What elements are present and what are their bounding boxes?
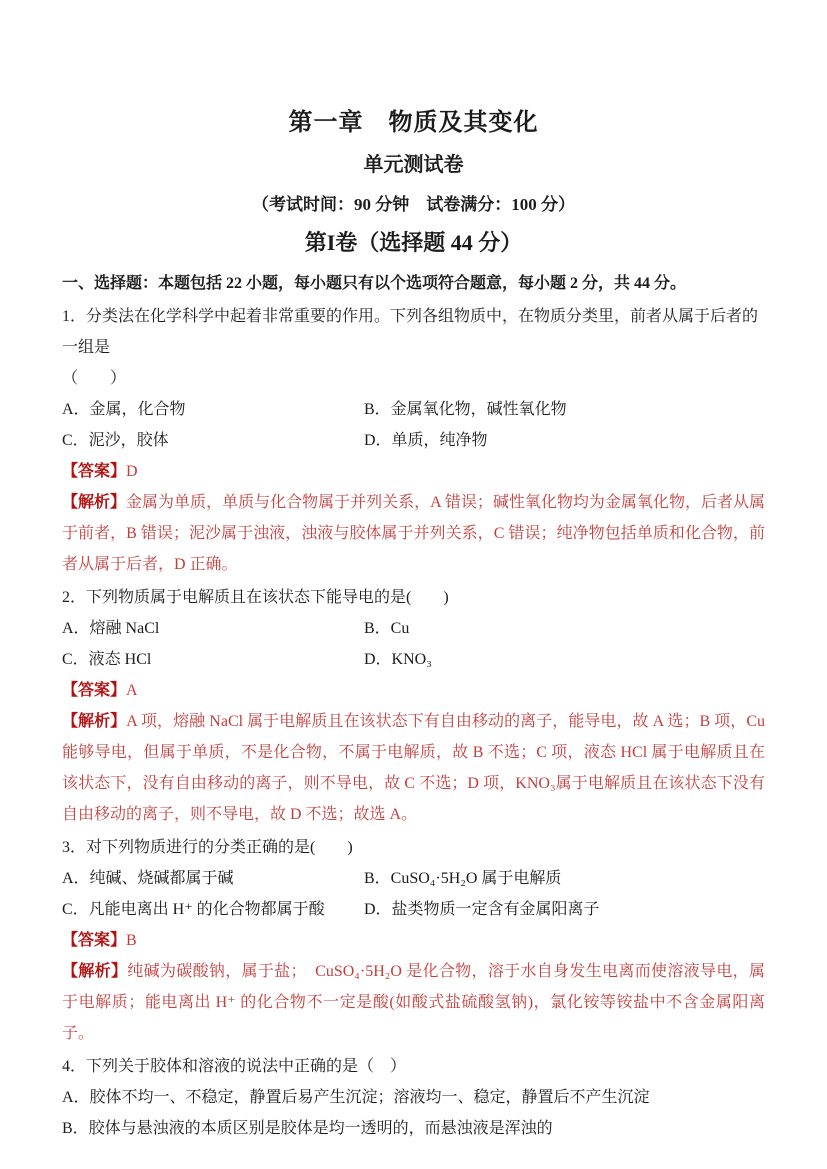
paper-subtitle: 单元测试卷 [363,154,464,176]
answer-line [62,456,765,487]
option-b: B．金属氧化物，碱性氧化物 [364,401,567,418]
answer-line [62,675,765,706]
question-stem: 2．下列物质属于电解质且在该状态下能导电的是( ) [62,589,449,606]
analysis-text: 纯碱为碳酸钠，属于盐； CuSO₄·5H₂O 是化合物，溶于水自身发生电离而使溶液导电，属于电解质；能电离出 H⁺ 的化合物不一定是酸(如酸式盐硫酸氢钠)，氯化铵等铵盐中不含金属阳离子。 [62,963,765,1042]
question-stem: 1．分类法在化学科学中起着非常重要的作用。下列各组物质中，在物质分类里，前者从属于后者的一组是 [62,308,759,356]
option-a: A．纯碱、烧碱都属于碱 [62,870,234,887]
option-a: A．金属，化合物 [62,401,186,418]
option-c: C．泥沙，胶体 [62,432,169,449]
analysis-text: A 项，熔融 NaCl 属于电解质且在该状态下有自由移动的离子，能导电，故 A 选；B 项，Cu 能够导电，但属于单质，不是化合物，不属于电解质，故 B 不选；C 项，液态 HCl 属于电解质且在该状态下，没有自由移动的离子，则不导电，故 C 不选；D 项，KNO₃属于电解质且在该状态下没有自由移动的离子，则不导电，故 D 不选；故选 A。 [62,713,765,823]
analysis-label: 【解析】 [62,963,128,980]
answer-value: A [126,682,138,699]
option-d: D．盐类物质一定含有金属阳离子 [364,901,600,918]
options-grid [62,613,765,675]
question-stem: 3．对下列物质进行的分类正确的是( ) [62,839,353,856]
answer-label: 【答案】 [62,463,127,480]
option-d: D．KNO₃ [364,651,432,668]
section-instructions: 一、选择题：本题包括 22 小题，每小题只有以个选项符合题意，每小题 2 分，共 44 分。 [62,275,687,292]
answer-label: 【答案】 [62,682,127,699]
question-4 [62,1051,765,1144]
options-grid [62,394,765,456]
option-c: C．液态 HCl [62,651,152,668]
chapter-title: 第一章 物质及其变化 [288,110,539,136]
question-1 [62,301,765,580]
option-b: B．胶体与悬浊液的本质区别是胶体是均一透明的，而悬浊液是浑浊的 [62,1120,553,1137]
question-3 [62,832,765,1049]
analysis-line [62,706,765,830]
answer-value: D [126,463,138,480]
option-b: B．Cu [364,620,410,637]
analysis-label: 【解析】 [62,713,127,730]
answer-label: 【答案】 [62,932,127,949]
exam-info: （考试时间：90 分钟 试卷满分：100 分） [252,195,575,214]
options-grid [62,863,765,925]
question-stem: 4．下列关于胶体和溶液的说法中正确的是（ ） [62,1058,407,1075]
analysis-label: 【解析】 [62,494,127,511]
analysis-line [62,956,765,1049]
option-c: C．凡能电离出 H⁺ 的化合物都属于酸 [62,901,325,918]
question-stem-parens: （ ） [62,370,127,387]
question-2 [62,582,765,830]
section-i-title: 第I卷（选择题 44 分） [304,230,523,255]
answer-line [62,925,765,956]
option-d: D．单质，纯净物 [364,432,488,449]
analysis-line [62,487,765,580]
option-a: A．熔融 NaCl [62,620,160,637]
option-b: B．CuSO₄·5H₂O 属于电解质 [364,870,562,887]
answer-value: B [126,932,137,949]
option-a: A．胶体不均一、不稳定，静置后易产生沉淀；溶液均一、稳定，静置后不产生沉淀 [62,1089,650,1106]
analysis-text: 金属为单质，单质与化合物属于并列关系，A 错误；碱性氧化物均为金属氧化物，后者从属于前者，B 错误；泥沙属于浊液，浊液与胶体属于并列关系，C 错误；纯净物包括单质和化合物，前者从属于后者，D 正确。 [62,494,765,573]
